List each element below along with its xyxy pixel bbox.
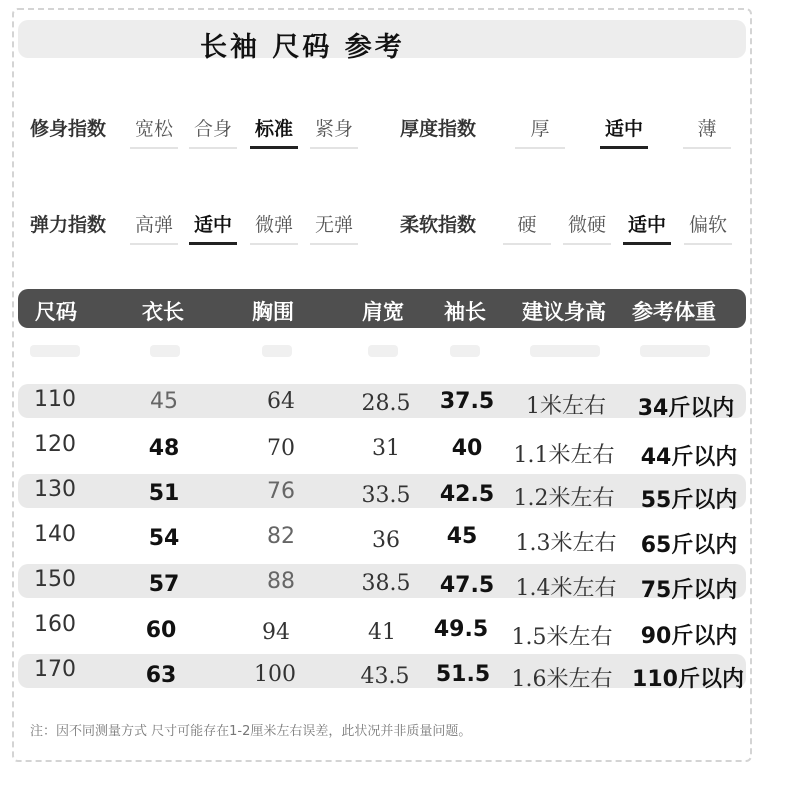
- header-sleeve: 袖长: [444, 300, 486, 324]
- page-title: 长袖 尺码 参考: [200, 32, 405, 63]
- cell-height: 1.1米左右: [513, 443, 615, 468]
- cell-shoulder: 31: [372, 436, 400, 461]
- cell-chest: 88: [267, 569, 295, 594]
- cell-weight: 90斤以内: [640, 624, 738, 649]
- cell-height: 1.6米左右: [511, 667, 613, 692]
- softness-option-soft: 偏软: [684, 210, 732, 245]
- header-size: 尺码: [35, 300, 77, 324]
- elasticity-option-high: 高弹: [130, 210, 178, 245]
- cell-length: 60: [145, 618, 177, 643]
- cell-length: 51: [148, 481, 180, 506]
- cell-height: 1.2米左右: [513, 486, 615, 511]
- fit-option-regular: 合身: [189, 114, 237, 149]
- cell-shoulder: 41: [368, 620, 396, 645]
- cell-height: 1米左右: [526, 394, 606, 419]
- header-shoulder: 肩宽: [362, 300, 404, 324]
- cell-chest: 70: [267, 436, 295, 461]
- ghost-mark: [262, 345, 292, 357]
- cell-sleeve: 40: [451, 436, 483, 461]
- elasticity-option-medium-selected: 适中: [189, 210, 237, 245]
- cell-length: 57: [148, 572, 180, 597]
- softness-option-hard: 硬: [503, 210, 551, 245]
- softness-option-slightly-hard: 微硬: [563, 210, 611, 245]
- cell-size: 130: [34, 477, 76, 502]
- fit-option-standard-selected: 标准: [250, 114, 298, 149]
- cell-length: 48: [148, 436, 180, 461]
- cell-sleeve: 47.5: [439, 573, 495, 598]
- ghost-mark: [450, 345, 480, 357]
- elasticity-option-slight: 微弹: [250, 210, 298, 245]
- cell-sleeve: 51.5: [435, 662, 491, 687]
- ghost-mark: [530, 345, 600, 357]
- cell-length: 63: [145, 663, 177, 688]
- cell-chest: 94: [262, 620, 290, 645]
- index-label-elasticity: 弹力指数: [30, 214, 107, 236]
- cell-size: 150: [34, 567, 76, 592]
- index-label-softness: 柔软指数: [400, 214, 477, 236]
- cell-sleeve: 37.5: [439, 389, 495, 414]
- header-chest: 胸围: [252, 300, 294, 324]
- cell-shoulder: 38.5: [361, 571, 411, 596]
- cell-size: 120: [34, 432, 76, 457]
- cell-height: 1.3米左右: [515, 531, 617, 556]
- thickness-option-thin: 薄: [683, 114, 731, 149]
- cell-weight: 75斤以内: [640, 578, 738, 603]
- ghost-mark: [150, 345, 180, 357]
- cell-height: 1.4米左右: [515, 576, 617, 601]
- cell-weight: 110斤以内: [632, 667, 744, 692]
- fit-option-slim: 紧身: [310, 114, 358, 149]
- thickness-option-medium-selected: 适中: [600, 114, 648, 149]
- cell-sleeve: 49.5: [433, 617, 489, 642]
- softness-option-medium-selected: 适中: [623, 210, 671, 245]
- cell-weight: 34斤以内: [637, 396, 735, 421]
- thickness-option-thick: 厚: [515, 114, 565, 149]
- cell-shoulder: 43.5: [360, 664, 410, 689]
- cell-size: 110: [34, 387, 76, 412]
- cell-length: 54: [148, 526, 180, 551]
- cell-size: 140: [34, 522, 76, 547]
- cell-chest: 100: [254, 662, 296, 687]
- cell-chest: 76: [267, 479, 295, 504]
- cell-shoulder: 33.5: [361, 483, 411, 508]
- elasticity-option-none: 无弹: [310, 210, 358, 245]
- cell-weight: 65斤以内: [640, 533, 738, 558]
- cell-sleeve: 45: [446, 524, 478, 549]
- ghost-mark: [30, 345, 80, 357]
- cell-height: 1.5米左右: [511, 625, 613, 650]
- header-weight: 参考体重: [632, 300, 716, 324]
- ghost-mark: [640, 345, 710, 357]
- cell-size: 170: [34, 657, 76, 682]
- footnote: 注：因不同测量方式 尺寸可能存在1-2厘米左右误差，此状况并非质量问题。: [30, 724, 472, 739]
- cell-weight: 55斤以内: [640, 488, 738, 513]
- cell-length: 45: [150, 389, 178, 414]
- cell-shoulder: 28.5: [361, 391, 411, 416]
- ghost-mark: [368, 345, 398, 357]
- cell-shoulder: 36: [372, 528, 400, 553]
- header-length: 衣长: [142, 300, 184, 324]
- header-height: 建议身高: [522, 300, 606, 324]
- cell-size: 160: [34, 612, 76, 637]
- index-label-thickness: 厚度指数: [400, 118, 477, 140]
- cell-chest: 64: [267, 389, 295, 414]
- cell-weight: 44斤以内: [640, 445, 738, 470]
- fit-option-loose: 宽松: [130, 114, 178, 149]
- cell-chest: 82: [267, 524, 295, 549]
- cell-sleeve: 42.5: [439, 482, 495, 507]
- index-label-fit: 修身指数: [30, 118, 107, 140]
